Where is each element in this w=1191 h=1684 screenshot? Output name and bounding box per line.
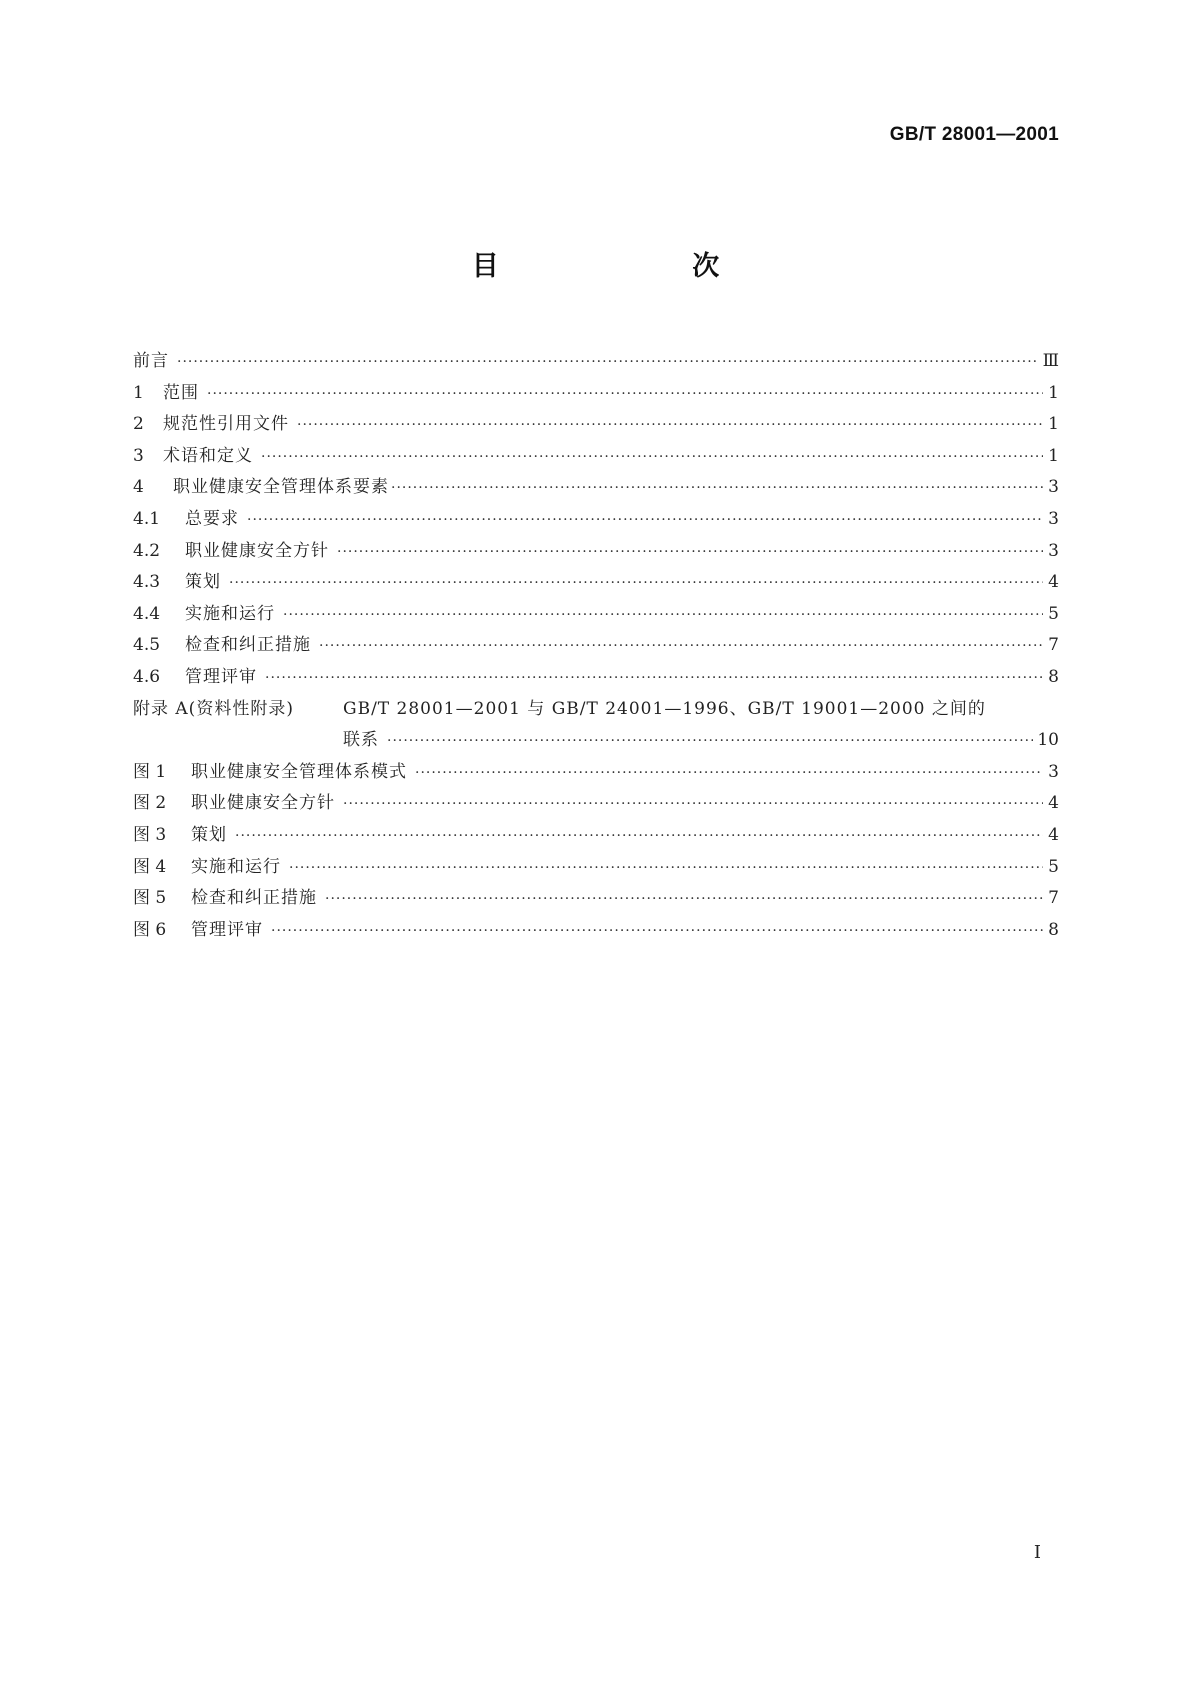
dot-leader [177,347,1039,379]
toc-figure-2[interactable] [133,788,1059,820]
toc-entry-title: 策划 [185,572,221,593]
annex-title-line2: 联系 [343,730,379,751]
toc-entry-title: 规范性引用文件 [163,414,289,435]
toc-entry-page: 1 [1048,414,1059,435]
toc-entry-number: 3 [133,445,144,466]
toc-entry-4-2[interactable] [133,536,1059,568]
toc-entry-page: 3 [1048,508,1059,529]
toc-entry-2[interactable] [133,409,1059,441]
toc-entry-page: 4 [1048,824,1059,845]
toc-entry-number: 4.1 [133,508,161,529]
dot-leader [297,410,1043,442]
toc-entry-number: 4 [133,477,144,498]
dot-leader [247,505,1043,537]
toc-figure-6[interactable] [133,915,1059,947]
dot-leader [261,442,1043,474]
standard-code: GB/T 28001—2001 [889,124,1059,145]
figure-title: 策划 [191,824,227,845]
toc-entry-number: 4.4 [133,603,161,624]
dot-leader [289,853,1043,885]
annex-label: 附录 A(资料性附录) [133,698,294,719]
toc-entry-3[interactable] [133,441,1059,473]
toc-entry-4-4[interactable] [133,599,1059,631]
toc-entry-page: 4 [1048,572,1059,593]
dot-leader [235,821,1043,853]
toc-entry-number: 2 [133,414,144,435]
figure-number: 图 5 [133,888,167,909]
dot-leader [207,379,1043,411]
dot-leader [415,758,1043,790]
toc-entry-page: Ⅲ [1042,351,1059,371]
toc-entry-page: 5 [1048,603,1059,624]
toc-entry-title: 职业健康安全方针 [185,540,329,561]
figure-number: 图 4 [133,856,167,877]
annex-title-line1: GB/T 28001—2001 与 GB/T 24001—1996、GB/T 19001—2000 之间的 [343,698,986,719]
table-of-contents [133,346,1059,946]
figure-number: 图 2 [133,793,167,814]
page-title: 目 次 [471,251,812,282]
toc-entry-4-3[interactable] [133,567,1059,599]
toc-entry-page: 8 [1048,666,1059,687]
toc-entry-annex-a-continued[interactable] [133,725,1059,757]
figure-number: 图 3 [133,824,167,845]
toc-entry-title: 管理评审 [185,666,257,687]
figure-title: 实施和运行 [191,856,281,877]
figure-title: 管理评审 [191,919,263,940]
toc-entry-title: 总要求 [185,508,239,529]
dot-leader [319,631,1043,663]
toc-entry-page: 3 [1048,540,1059,561]
dot-leader [229,568,1043,600]
figure-title: 检查和纠正措施 [191,888,317,909]
toc-entry-page: 3 [1048,761,1059,782]
toc-entry-title: 检查和纠正措施 [185,635,311,656]
toc-entry-page: 5 [1048,856,1059,877]
toc-entry-1[interactable] [133,378,1059,410]
toc-entry-4-5[interactable] [133,630,1059,662]
toc-entry-title: 实施和运行 [185,603,275,624]
toc-entry-number: 4.6 [133,666,161,687]
toc-entry-page: 8 [1048,919,1059,940]
toc-entry-number: 4.5 [133,635,161,656]
toc-entry-number: 4.2 [133,540,161,561]
toc-entry-page: 10 [1037,730,1059,751]
toc-entry-page: 7 [1048,635,1059,656]
toc-figure-5[interactable] [133,883,1059,915]
dot-leader [325,884,1043,916]
figure-title: 职业健康安全管理体系模式 [191,761,407,782]
toc-entry-page: 1 [1048,382,1059,403]
figure-title: 职业健康安全方针 [191,793,335,814]
dot-leader [343,789,1043,821]
toc-entry-page: 3 [1048,477,1059,498]
dot-leader [387,726,1033,758]
toc-entry-4-6[interactable] [133,662,1059,694]
toc-figure-3[interactable] [133,820,1059,852]
toc-entry-title: 职业健康安全管理体系要素 [173,477,389,498]
dot-leader [283,600,1043,632]
toc-entry-number: 4.3 [133,572,161,593]
dot-leader [271,916,1043,948]
toc-entry-4[interactable] [133,472,1059,504]
dot-leader [265,663,1043,695]
toc-figure-1[interactable] [133,757,1059,789]
toc-entry-number: 1 [133,382,144,403]
toc-figure-4[interactable] [133,852,1059,884]
figure-number: 图 6 [133,919,167,940]
toc-entry-4-1[interactable] [133,504,1059,536]
dot-leader [391,473,1043,505]
toc-entry-page: 1 [1048,445,1059,466]
figure-number: 图 1 [133,761,167,782]
toc-entry-page: 7 [1048,888,1059,909]
dot-leader [337,537,1043,569]
toc-entry-page: 4 [1048,793,1059,814]
toc-entry-title: 前言 [133,351,169,371]
toc-entry-annex-a[interactable] [133,694,1059,726]
toc-entry-title: 术语和定义 [163,445,253,466]
toc-entry-foreword[interactable] [133,346,1059,378]
page-number: I [1033,1542,1041,1563]
toc-entry-title: 范围 [163,382,199,403]
